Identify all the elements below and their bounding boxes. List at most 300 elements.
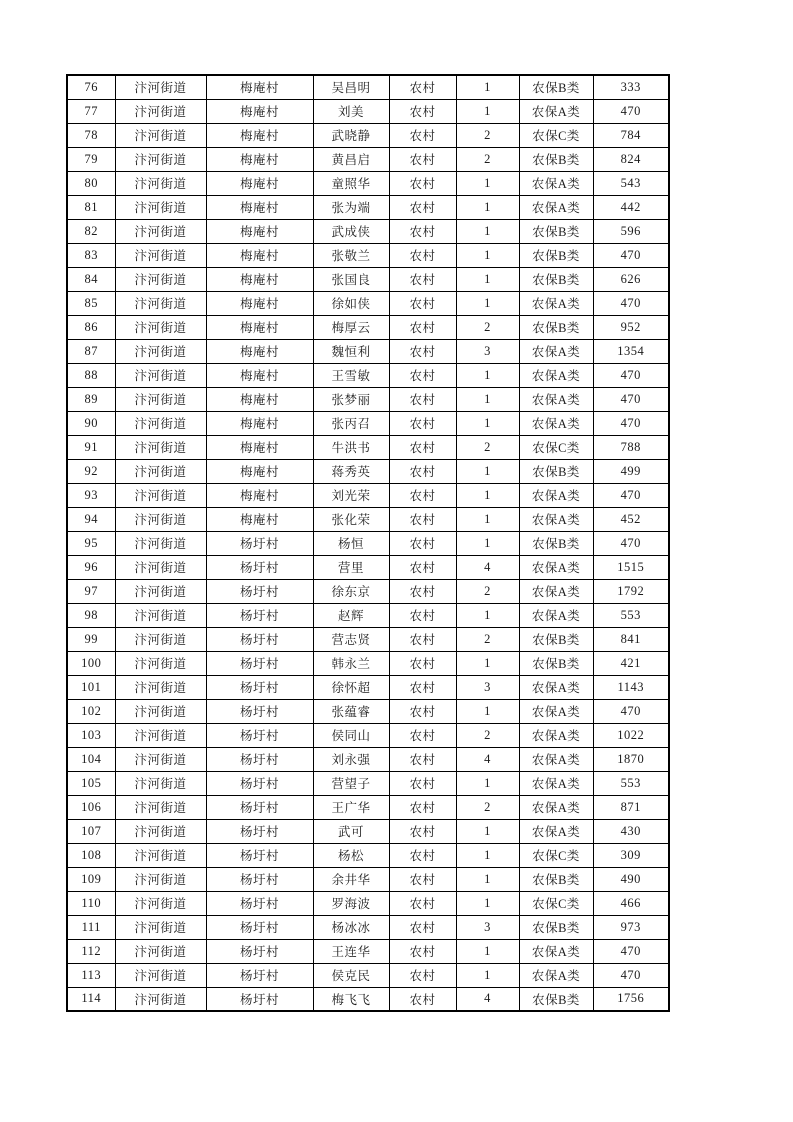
cell-household-type: 农村 bbox=[389, 795, 456, 819]
cell-street: 汴河街道 bbox=[115, 867, 206, 891]
cell-amount: 452 bbox=[593, 507, 669, 531]
cell-person-count: 1 bbox=[456, 219, 519, 243]
cell-person-count: 2 bbox=[456, 435, 519, 459]
cell-amount: 470 bbox=[593, 939, 669, 963]
cell-street: 汴河街道 bbox=[115, 939, 206, 963]
cell-person-count: 1 bbox=[456, 387, 519, 411]
cell-person-name: 刘光荣 bbox=[313, 483, 389, 507]
table-row bbox=[67, 603, 669, 627]
cell-person-count: 4 bbox=[456, 747, 519, 771]
cell-insurance-category: 农保A类 bbox=[519, 555, 593, 579]
cell-village: 杨圩村 bbox=[206, 651, 313, 675]
cell-row-number: 112 bbox=[67, 939, 115, 963]
cell-amount: 470 bbox=[593, 387, 669, 411]
cell-person-count: 1 bbox=[456, 75, 519, 99]
table-row bbox=[67, 963, 669, 987]
cell-insurance-category: 农保A类 bbox=[519, 483, 593, 507]
cell-household-type: 农村 bbox=[389, 915, 456, 939]
cell-amount: 596 bbox=[593, 219, 669, 243]
cell-insurance-category: 农保A类 bbox=[519, 699, 593, 723]
cell-person-name: 蒋秀英 bbox=[313, 459, 389, 483]
cell-street: 汴河街道 bbox=[115, 771, 206, 795]
cell-amount: 1143 bbox=[593, 675, 669, 699]
cell-person-name: 王广华 bbox=[313, 795, 389, 819]
table-row bbox=[67, 219, 669, 243]
records-table-body bbox=[67, 75, 669, 1011]
cell-insurance-category: 农保B类 bbox=[519, 75, 593, 99]
cell-person-count: 2 bbox=[456, 627, 519, 651]
cell-row-number: 90 bbox=[67, 411, 115, 435]
cell-amount: 1515 bbox=[593, 555, 669, 579]
cell-person-count: 1 bbox=[456, 267, 519, 291]
cell-street: 汴河街道 bbox=[115, 75, 206, 99]
table-row bbox=[67, 795, 669, 819]
cell-row-number: 109 bbox=[67, 867, 115, 891]
cell-person-name: 武成侠 bbox=[313, 219, 389, 243]
cell-amount: 1870 bbox=[593, 747, 669, 771]
cell-person-name: 童照华 bbox=[313, 171, 389, 195]
cell-person-name: 魏恒利 bbox=[313, 339, 389, 363]
cell-village: 梅庵村 bbox=[206, 219, 313, 243]
cell-household-type: 农村 bbox=[389, 363, 456, 387]
cell-person-name: 刘美 bbox=[313, 99, 389, 123]
cell-insurance-category: 农保A类 bbox=[519, 963, 593, 987]
cell-household-type: 农村 bbox=[389, 147, 456, 171]
cell-insurance-category: 农保B类 bbox=[519, 915, 593, 939]
cell-household-type: 农村 bbox=[389, 459, 456, 483]
cell-street: 汴河街道 bbox=[115, 603, 206, 627]
cell-person-count: 1 bbox=[456, 891, 519, 915]
cell-village: 梅庵村 bbox=[206, 507, 313, 531]
cell-household-type: 农村 bbox=[389, 963, 456, 987]
table-row bbox=[67, 987, 669, 1011]
cell-amount: 421 bbox=[593, 651, 669, 675]
cell-person-count: 1 bbox=[456, 411, 519, 435]
cell-amount: 430 bbox=[593, 819, 669, 843]
table-row bbox=[67, 339, 669, 363]
cell-village: 梅庵村 bbox=[206, 291, 313, 315]
cell-insurance-category: 农保B类 bbox=[519, 627, 593, 651]
cell-village: 杨圩村 bbox=[206, 531, 313, 555]
cell-person-count: 1 bbox=[456, 195, 519, 219]
table-row bbox=[67, 507, 669, 531]
table-row bbox=[67, 363, 669, 387]
cell-amount: 824 bbox=[593, 147, 669, 171]
table-row bbox=[67, 747, 669, 771]
cell-amount: 788 bbox=[593, 435, 669, 459]
table-row bbox=[67, 819, 669, 843]
cell-village: 杨圩村 bbox=[206, 795, 313, 819]
cell-amount: 470 bbox=[593, 963, 669, 987]
cell-row-number: 96 bbox=[67, 555, 115, 579]
cell-amount: 499 bbox=[593, 459, 669, 483]
cell-person-count: 1 bbox=[456, 843, 519, 867]
cell-person-name: 杨冰冰 bbox=[313, 915, 389, 939]
table-row bbox=[67, 843, 669, 867]
table-row bbox=[67, 579, 669, 603]
table-row bbox=[67, 915, 669, 939]
cell-street: 汴河街道 bbox=[115, 99, 206, 123]
cell-household-type: 农村 bbox=[389, 123, 456, 147]
cell-person-name: 罗海波 bbox=[313, 891, 389, 915]
cell-person-count: 1 bbox=[456, 651, 519, 675]
cell-village: 杨圩村 bbox=[206, 963, 313, 987]
cell-insurance-category: 农保B类 bbox=[519, 459, 593, 483]
cell-street: 汴河街道 bbox=[115, 243, 206, 267]
cell-amount: 470 bbox=[593, 99, 669, 123]
cell-household-type: 农村 bbox=[389, 99, 456, 123]
cell-person-name: 赵辉 bbox=[313, 603, 389, 627]
cell-person-name: 张丙召 bbox=[313, 411, 389, 435]
cell-village: 杨圩村 bbox=[206, 843, 313, 867]
table-row bbox=[67, 459, 669, 483]
cell-village: 梅庵村 bbox=[206, 147, 313, 171]
table-row bbox=[67, 195, 669, 219]
cell-insurance-category: 农保C类 bbox=[519, 891, 593, 915]
cell-insurance-category: 农保A类 bbox=[519, 939, 593, 963]
table-row bbox=[67, 267, 669, 291]
cell-person-count: 1 bbox=[456, 243, 519, 267]
cell-person-count: 4 bbox=[456, 987, 519, 1011]
cell-row-number: 110 bbox=[67, 891, 115, 915]
cell-household-type: 农村 bbox=[389, 891, 456, 915]
cell-street: 汴河街道 bbox=[115, 531, 206, 555]
cell-amount: 1022 bbox=[593, 723, 669, 747]
cell-amount: 1756 bbox=[593, 987, 669, 1011]
cell-household-type: 农村 bbox=[389, 699, 456, 723]
table-row bbox=[67, 315, 669, 339]
cell-street: 汴河街道 bbox=[115, 963, 206, 987]
cell-household-type: 农村 bbox=[389, 843, 456, 867]
cell-insurance-category: 农保B类 bbox=[519, 243, 593, 267]
cell-row-number: 81 bbox=[67, 195, 115, 219]
cell-street: 汴河街道 bbox=[115, 363, 206, 387]
cell-amount: 309 bbox=[593, 843, 669, 867]
cell-row-number: 87 bbox=[67, 339, 115, 363]
cell-row-number: 100 bbox=[67, 651, 115, 675]
cell-row-number: 88 bbox=[67, 363, 115, 387]
cell-insurance-category: 农保B类 bbox=[519, 219, 593, 243]
cell-village: 梅庵村 bbox=[206, 363, 313, 387]
cell-household-type: 农村 bbox=[389, 267, 456, 291]
cell-street: 汴河街道 bbox=[115, 219, 206, 243]
cell-row-number: 84 bbox=[67, 267, 115, 291]
cell-person-name: 营志贤 bbox=[313, 627, 389, 651]
records-table bbox=[66, 74, 670, 1012]
cell-row-number: 77 bbox=[67, 99, 115, 123]
cell-street: 汴河街道 bbox=[115, 315, 206, 339]
cell-person-name: 张为端 bbox=[313, 195, 389, 219]
cell-row-number: 101 bbox=[67, 675, 115, 699]
cell-person-count: 1 bbox=[456, 171, 519, 195]
cell-amount: 470 bbox=[593, 291, 669, 315]
cell-household-type: 农村 bbox=[389, 987, 456, 1011]
cell-person-name: 徐东京 bbox=[313, 579, 389, 603]
cell-row-number: 94 bbox=[67, 507, 115, 531]
cell-row-number: 99 bbox=[67, 627, 115, 651]
cell-household-type: 农村 bbox=[389, 603, 456, 627]
cell-insurance-category: 农保A类 bbox=[519, 291, 593, 315]
cell-village: 梅庵村 bbox=[206, 411, 313, 435]
cell-insurance-category: 农保A类 bbox=[519, 363, 593, 387]
cell-household-type: 农村 bbox=[389, 243, 456, 267]
cell-household-type: 农村 bbox=[389, 195, 456, 219]
cell-row-number: 80 bbox=[67, 171, 115, 195]
cell-household-type: 农村 bbox=[389, 651, 456, 675]
cell-insurance-category: 农保A类 bbox=[519, 747, 593, 771]
cell-street: 汴河街道 bbox=[115, 627, 206, 651]
cell-amount: 470 bbox=[593, 699, 669, 723]
cell-amount: 470 bbox=[593, 243, 669, 267]
cell-household-type: 农村 bbox=[389, 219, 456, 243]
table-row bbox=[67, 555, 669, 579]
cell-amount: 490 bbox=[593, 867, 669, 891]
cell-village: 杨圩村 bbox=[206, 819, 313, 843]
cell-insurance-category: 农保A类 bbox=[519, 339, 593, 363]
cell-insurance-category: 农保A类 bbox=[519, 507, 593, 531]
cell-person-count: 1 bbox=[456, 939, 519, 963]
cell-amount: 543 bbox=[593, 171, 669, 195]
table-row bbox=[67, 291, 669, 315]
cell-street: 汴河街道 bbox=[115, 675, 206, 699]
cell-row-number: 76 bbox=[67, 75, 115, 99]
cell-person-name: 黄昌启 bbox=[313, 147, 389, 171]
cell-village: 梅庵村 bbox=[206, 483, 313, 507]
cell-row-number: 106 bbox=[67, 795, 115, 819]
cell-amount: 841 bbox=[593, 627, 669, 651]
cell-amount: 952 bbox=[593, 315, 669, 339]
cell-street: 汴河街道 bbox=[115, 411, 206, 435]
cell-person-count: 1 bbox=[456, 867, 519, 891]
cell-person-name: 吴昌明 bbox=[313, 75, 389, 99]
cell-insurance-category: 农保B类 bbox=[519, 987, 593, 1011]
cell-person-name: 徐如侠 bbox=[313, 291, 389, 315]
cell-street: 汴河街道 bbox=[115, 651, 206, 675]
cell-row-number: 107 bbox=[67, 819, 115, 843]
cell-amount: 1354 bbox=[593, 339, 669, 363]
cell-person-name: 武晓静 bbox=[313, 123, 389, 147]
cell-row-number: 102 bbox=[67, 699, 115, 723]
cell-household-type: 农村 bbox=[389, 555, 456, 579]
cell-street: 汴河街道 bbox=[115, 459, 206, 483]
cell-village: 杨圩村 bbox=[206, 699, 313, 723]
cell-street: 汴河街道 bbox=[115, 747, 206, 771]
cell-person-count: 1 bbox=[456, 963, 519, 987]
cell-street: 汴河街道 bbox=[115, 699, 206, 723]
cell-person-count: 2 bbox=[456, 579, 519, 603]
cell-insurance-category: 农保B类 bbox=[519, 867, 593, 891]
cell-amount: 973 bbox=[593, 915, 669, 939]
cell-village: 梅庵村 bbox=[206, 459, 313, 483]
cell-amount: 553 bbox=[593, 603, 669, 627]
cell-insurance-category: 农保C类 bbox=[519, 435, 593, 459]
cell-village: 梅庵村 bbox=[206, 339, 313, 363]
table-row bbox=[67, 99, 669, 123]
cell-village: 梅庵村 bbox=[206, 315, 313, 339]
cell-row-number: 95 bbox=[67, 531, 115, 555]
cell-row-number: 97 bbox=[67, 579, 115, 603]
cell-amount: 466 bbox=[593, 891, 669, 915]
cell-street: 汴河街道 bbox=[115, 435, 206, 459]
table-row bbox=[67, 123, 669, 147]
cell-person-count: 1 bbox=[456, 819, 519, 843]
cell-household-type: 农村 bbox=[389, 291, 456, 315]
cell-amount: 871 bbox=[593, 795, 669, 819]
cell-person-count: 2 bbox=[456, 123, 519, 147]
cell-household-type: 农村 bbox=[389, 723, 456, 747]
cell-person-count: 2 bbox=[456, 315, 519, 339]
cell-street: 汴河街道 bbox=[115, 267, 206, 291]
cell-amount: 333 bbox=[593, 75, 669, 99]
cell-village: 梅庵村 bbox=[206, 123, 313, 147]
cell-amount: 784 bbox=[593, 123, 669, 147]
cell-insurance-category: 农保B类 bbox=[519, 315, 593, 339]
cell-village: 梅庵村 bbox=[206, 195, 313, 219]
cell-household-type: 农村 bbox=[389, 627, 456, 651]
table-row bbox=[67, 723, 669, 747]
cell-street: 汴河街道 bbox=[115, 915, 206, 939]
cell-insurance-category: 农保C类 bbox=[519, 123, 593, 147]
cell-street: 汴河街道 bbox=[115, 387, 206, 411]
cell-village: 杨圩村 bbox=[206, 747, 313, 771]
cell-street: 汴河街道 bbox=[115, 579, 206, 603]
cell-village: 梅庵村 bbox=[206, 171, 313, 195]
cell-person-name: 余井华 bbox=[313, 867, 389, 891]
cell-insurance-category: 农保A类 bbox=[519, 675, 593, 699]
table-row bbox=[67, 651, 669, 675]
cell-insurance-category: 农保B类 bbox=[519, 147, 593, 171]
cell-insurance-category: 农保A类 bbox=[519, 771, 593, 795]
cell-amount: 626 bbox=[593, 267, 669, 291]
cell-row-number: 82 bbox=[67, 219, 115, 243]
cell-person-count: 4 bbox=[456, 555, 519, 579]
cell-insurance-category: 农保A类 bbox=[519, 195, 593, 219]
table-row bbox=[67, 699, 669, 723]
cell-insurance-category: 农保A类 bbox=[519, 795, 593, 819]
cell-person-name: 张化荣 bbox=[313, 507, 389, 531]
cell-village: 杨圩村 bbox=[206, 987, 313, 1011]
cell-person-count: 2 bbox=[456, 147, 519, 171]
cell-village: 杨圩村 bbox=[206, 627, 313, 651]
cell-person-count: 1 bbox=[456, 603, 519, 627]
cell-household-type: 农村 bbox=[389, 819, 456, 843]
table-row bbox=[67, 171, 669, 195]
cell-person-name: 梅厚云 bbox=[313, 315, 389, 339]
cell-row-number: 98 bbox=[67, 603, 115, 627]
cell-household-type: 农村 bbox=[389, 171, 456, 195]
cell-insurance-category: 农保A类 bbox=[519, 411, 593, 435]
cell-row-number: 114 bbox=[67, 987, 115, 1011]
cell-household-type: 农村 bbox=[389, 747, 456, 771]
cell-household-type: 农村 bbox=[389, 771, 456, 795]
cell-village: 梅庵村 bbox=[206, 99, 313, 123]
cell-person-name: 徐怀超 bbox=[313, 675, 389, 699]
cell-village: 梅庵村 bbox=[206, 243, 313, 267]
cell-street: 汴河街道 bbox=[115, 507, 206, 531]
cell-person-count: 1 bbox=[456, 699, 519, 723]
cell-village: 梅庵村 bbox=[206, 387, 313, 411]
cell-person-name: 营里 bbox=[313, 555, 389, 579]
cell-person-name: 牛洪书 bbox=[313, 435, 389, 459]
cell-street: 汴河街道 bbox=[115, 291, 206, 315]
cell-row-number: 91 bbox=[67, 435, 115, 459]
cell-amount: 470 bbox=[593, 411, 669, 435]
cell-person-count: 1 bbox=[456, 531, 519, 555]
cell-street: 汴河街道 bbox=[115, 339, 206, 363]
cell-village: 梅庵村 bbox=[206, 75, 313, 99]
cell-village: 杨圩村 bbox=[206, 771, 313, 795]
cell-household-type: 农村 bbox=[389, 675, 456, 699]
cell-person-count: 1 bbox=[456, 459, 519, 483]
cell-street: 汴河街道 bbox=[115, 723, 206, 747]
cell-row-number: 111 bbox=[67, 915, 115, 939]
cell-person-name: 王雪敏 bbox=[313, 363, 389, 387]
cell-person-name: 王连华 bbox=[313, 939, 389, 963]
cell-insurance-category: 农保A类 bbox=[519, 387, 593, 411]
cell-street: 汴河街道 bbox=[115, 795, 206, 819]
cell-street: 汴河街道 bbox=[115, 123, 206, 147]
cell-amount: 470 bbox=[593, 531, 669, 555]
cell-insurance-category: 农保B类 bbox=[519, 531, 593, 555]
cell-insurance-category: 农保A类 bbox=[519, 579, 593, 603]
cell-person-name: 武可 bbox=[313, 819, 389, 843]
cell-person-count: 1 bbox=[456, 771, 519, 795]
cell-person-name: 杨松 bbox=[313, 843, 389, 867]
cell-insurance-category: 农保A类 bbox=[519, 99, 593, 123]
cell-person-name: 韩永兰 bbox=[313, 651, 389, 675]
cell-household-type: 农村 bbox=[389, 483, 456, 507]
cell-household-type: 农村 bbox=[389, 411, 456, 435]
cell-row-number: 79 bbox=[67, 147, 115, 171]
cell-household-type: 农村 bbox=[389, 507, 456, 531]
cell-row-number: 93 bbox=[67, 483, 115, 507]
cell-row-number: 104 bbox=[67, 747, 115, 771]
cell-village: 杨圩村 bbox=[206, 603, 313, 627]
cell-row-number: 86 bbox=[67, 315, 115, 339]
table-row bbox=[67, 891, 669, 915]
cell-village: 杨圩村 bbox=[206, 867, 313, 891]
cell-village: 杨圩村 bbox=[206, 579, 313, 603]
cell-street: 汴河街道 bbox=[115, 171, 206, 195]
table-row bbox=[67, 243, 669, 267]
table-row bbox=[67, 627, 669, 651]
cell-person-name: 张敬兰 bbox=[313, 243, 389, 267]
cell-person-name: 侯克民 bbox=[313, 963, 389, 987]
cell-row-number: 92 bbox=[67, 459, 115, 483]
cell-row-number: 85 bbox=[67, 291, 115, 315]
cell-person-name: 刘永强 bbox=[313, 747, 389, 771]
cell-insurance-category: 农保C类 bbox=[519, 843, 593, 867]
cell-person-count: 3 bbox=[456, 339, 519, 363]
cell-person-count: 1 bbox=[456, 507, 519, 531]
table-row bbox=[67, 411, 669, 435]
cell-row-number: 83 bbox=[67, 243, 115, 267]
cell-row-number: 113 bbox=[67, 963, 115, 987]
cell-row-number: 89 bbox=[67, 387, 115, 411]
cell-person-name: 侯同山 bbox=[313, 723, 389, 747]
cell-insurance-category: 农保B类 bbox=[519, 651, 593, 675]
cell-household-type: 农村 bbox=[389, 75, 456, 99]
cell-insurance-category: 农保A类 bbox=[519, 603, 593, 627]
table-row bbox=[67, 435, 669, 459]
cell-row-number: 108 bbox=[67, 843, 115, 867]
cell-village: 杨圩村 bbox=[206, 939, 313, 963]
cell-amount: 553 bbox=[593, 771, 669, 795]
cell-person-name: 张蕴睿 bbox=[313, 699, 389, 723]
cell-person-count: 3 bbox=[456, 675, 519, 699]
table-row bbox=[67, 675, 669, 699]
cell-person-name: 梅飞飞 bbox=[313, 987, 389, 1011]
